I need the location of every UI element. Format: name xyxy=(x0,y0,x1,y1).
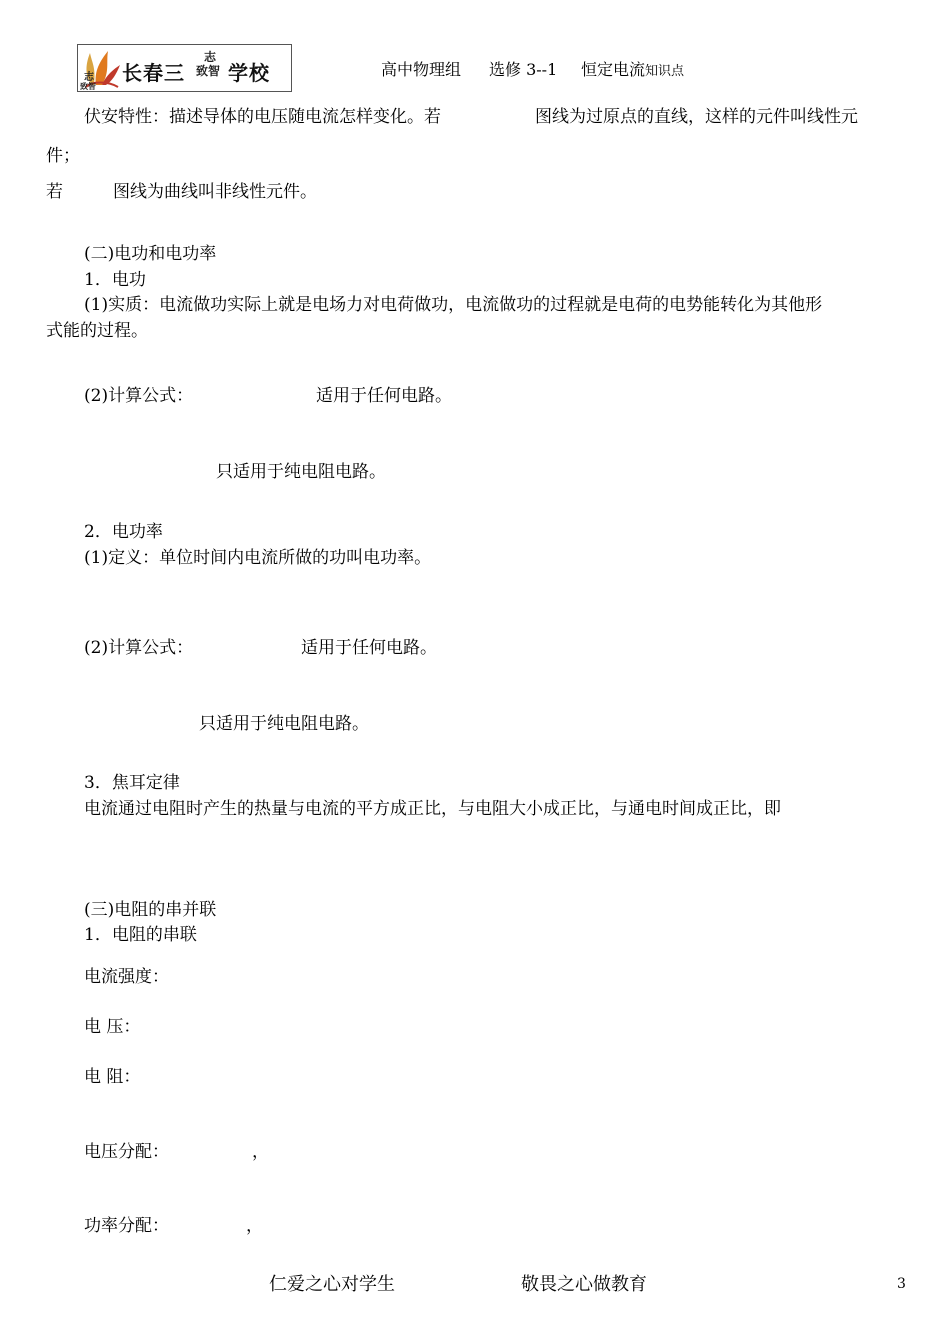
volt-ampere-text-2: 件； xyxy=(46,146,80,166)
power-definition: (1)定义：单位时间内电流所做的功叫电功率。 xyxy=(84,548,432,568)
work-formula-any: 适用于任何电路。 xyxy=(316,386,452,406)
volt-ampere-text-1: 伏安特性：描述导体的电压随电流怎样变化。若 xyxy=(84,107,441,127)
header-topic xyxy=(581,60,684,80)
voltage-division-comma: ， xyxy=(252,1142,269,1162)
logo-school-suffix: 学校 xyxy=(228,61,270,85)
voltage-division-label: 电压分配： xyxy=(84,1142,169,1162)
series-title: 1．电阻的串联 xyxy=(84,925,197,945)
power-formula-label: (2)计算公式： xyxy=(84,638,194,658)
page-number: 3 xyxy=(897,1276,906,1292)
work-essence-2: 式能的过程。 xyxy=(46,321,148,341)
power-title: 2．电功率 xyxy=(84,522,163,542)
work-essence-1: (1)实质：电流做功实际上就是电场力对电荷做功，电流做功的过程就是电荷的电势能转化为其他形 xyxy=(84,295,823,315)
power-formula-any: 适用于任何电路。 xyxy=(301,638,437,658)
power-division-comma: ， xyxy=(246,1216,263,1236)
header-course: 选修 3--1 xyxy=(489,60,558,79)
nonlinear-text: 图线为曲线叫非线性元件。 xyxy=(113,182,317,202)
logo-school-name: 长春三 xyxy=(122,61,185,85)
joule-text: 电流通过电阻时产生的热量与电流的平方成正比，与电阻大小成正比，与通电时间成正比，即 xyxy=(84,799,781,819)
footer-motto-right: 敬畏之心做教育 xyxy=(521,1274,647,1295)
volt-ampere-text-1b: 图线为过原点的直线，这样的元件叫线性元 xyxy=(535,107,858,127)
footer-motto-left: 仁爱之心对学生 xyxy=(269,1274,395,1295)
resistance-label: 电 阻： xyxy=(84,1067,141,1087)
header-group: 高中物理组 xyxy=(381,60,462,79)
joule-title: 3．焦耳定律 xyxy=(84,773,180,793)
section3-title: (三)电阻的串并联 xyxy=(84,900,217,920)
logo-motto-top: 志 xyxy=(204,50,217,64)
power-formula-pure: 只适用于纯电阻电路。 xyxy=(199,714,369,734)
work-formula-pure: 只适用于纯电阻电路。 xyxy=(216,462,386,482)
current-label: 电流强度： xyxy=(84,967,169,987)
work-formula-label: (2)计算公式： xyxy=(84,386,194,406)
logo-corner-text: 志 xyxy=(84,72,94,83)
voltage-label: 电 压： xyxy=(84,1017,141,1037)
section2-title: (二)电功和电功率 xyxy=(84,244,217,264)
header-topic-main: 恒定电流 xyxy=(581,60,646,79)
power-division-label: 功率分配： xyxy=(84,1216,169,1236)
logo-motto-bottom: 致智 xyxy=(196,64,221,78)
nonlinear-prefix: 若 xyxy=(46,182,63,202)
school-logo xyxy=(77,44,292,92)
work-title: 1．电功 xyxy=(84,270,146,290)
logo-corner-text-2: 致智 xyxy=(80,82,96,91)
header-topic-small: 知识点 xyxy=(645,64,685,79)
